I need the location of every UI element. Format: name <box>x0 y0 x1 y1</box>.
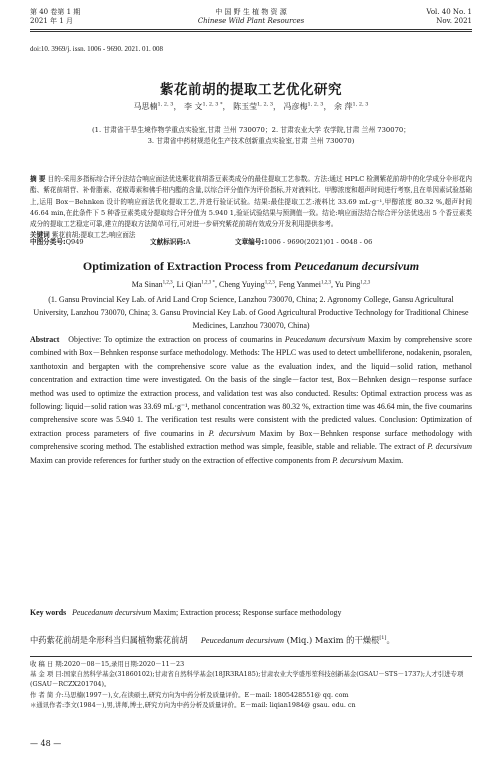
abstract-en-species: P. decursivum <box>427 442 473 452</box>
clc-number <box>30 236 84 246</box>
author-name-en: Cheng Yuying <box>219 280 265 289</box>
abstract-en <box>30 333 472 467</box>
header-rule-bottom <box>30 31 472 32</box>
author-affil-sup: 1, 2, 3 * <box>202 101 223 108</box>
author-name: 马思楠 <box>133 102 158 111</box>
keywords-cn-label: 关键词 <box>30 231 50 240</box>
author-affil-sup: 1, 2, 3 <box>257 101 273 108</box>
affiliation-line: (1. 甘肃省干旱生境作物学重点实验室,甘肃 兰州 730070；2. 甘肃农业大学 农学院,甘肃 兰州 730070； <box>91 126 411 134</box>
footnote-rule <box>30 656 472 657</box>
doc-value: A <box>185 238 191 246</box>
footnote-received: 收 稿 日 期:2020－08－15,录用日期:2020－11－23 <box>30 660 185 668</box>
author-affil-sup: 1,2,3 <box>320 280 331 286</box>
author-name: 冯彦梅 <box>283 102 308 111</box>
doi[interactable]: doi:10. 3969/j. issn. 1006 - 9690. 2021. 01. 008 <box>30 45 164 53</box>
body-text: 。 <box>386 634 395 645</box>
header-volume-issue: 第 40 卷第 1 期 <box>30 8 81 16</box>
header-rule-top <box>30 29 472 30</box>
footnote-corresponding: ＊通讯作者:李文(1984－),男,讲师,博士,研究方向为中药分析及质量评价。E－mail: liqian1984@ gsau. edu. cn <box>30 700 356 709</box>
title-en-species: Peucedanum decursivum <box>294 259 420 273</box>
author-affil-sup: 1,2,3 <box>162 280 173 286</box>
author-name: 陈玉莹 <box>233 102 258 111</box>
journal-name-en: Chinese Wild Plant Resources <box>197 17 305 25</box>
title-en-main: Optimization of Extraction Process from <box>82 259 295 273</box>
author-affil-sup: 1,2,3 <box>360 280 371 286</box>
art-label: 文章编号: <box>235 238 265 246</box>
author-name-en: Feng Yanmei <box>278 280 321 289</box>
header-volume-en <box>426 8 472 26</box>
body-citation[interactable]: [1] <box>379 635 387 641</box>
author-name-en: Li Qian <box>176 280 202 289</box>
paper-title-en <box>0 259 502 274</box>
abstract-en-species: P. decursivum <box>332 455 377 465</box>
abstract-cn-text: 目的:采用多指标综合评分法结合响应面法优选紫花前胡香豆素类成分的最佳提取工艺参数。方法:通过 HPLC 检测紫花前胡中的化学成分伞形花内酯、紫花前胡苷、补骨脂素、花椒毒素和佛手柑内酯的含量,以综合评分值作为评价指标,并对液料比、甲醇浓度和超声时间进行考察,且在单因素试验基础上,运用 Box－Behnken 设计的响应面法优化提取工艺,并进行验证试验。结果:最佳提取工艺:液料比 33.69 mL·g⁻¹,甲醇浓度 80.32 %,超声时间 46.64 min,在此条件下 5 种香豆素类成分提取综合评分值为 5.940 1,验证试验结果与预测值一致。结论:响应面法结合综合评分法优选出 5 个香豆素类成分的提取工艺稳定可靠,建立的提取方法简单可行,可对进一步研究紫花前胡有效成分开发利用提供参考。 <box>30 175 472 229</box>
affiliation-cn <box>40 125 462 147</box>
article-number <box>235 236 372 246</box>
keywords-en <box>30 608 472 617</box>
keywords-cn-text: 紫花前胡;提取工艺;响应面法 <box>51 231 136 240</box>
doc-label: 文献标识码: <box>150 238 186 246</box>
clc-value: Q949 <box>65 238 84 246</box>
abstract-en-text: Maxim. <box>376 455 404 465</box>
abstract-en-species: Peucedanum decursivum <box>284 335 365 344</box>
author-affil-sup: 1, 2, 3 <box>352 101 369 108</box>
author-name: 余 萍 <box>334 102 353 111</box>
authors-cn: 马思楠$^{1, 2, 3}$， 李 文$^{1, 2, 3 *}$， 陈玉莹$^{1, 2, 3}$， 冯彦梅$^{1, 2, 3}$， 余 萍$^{1, 2, 3}$ <box>133 101 369 111</box>
abstract-en-species: P. decursivum <box>208 428 256 438</box>
keywords-en-species: Peucedanum decursivum <box>72 608 152 617</box>
author-affil-sup: 1, 2, 3 <box>157 101 174 108</box>
paper-title-cn: 紫花前胡的提取工艺优化研究 <box>160 82 342 98</box>
abstract-en-text: Maxim by comprehensive score combined with Box－Behnken response surface methodology. Methods: The HPLC was used to detect umbelliferone, nodakenin, psoralen, xanthotoxin and bergapten with the comprehensive score value as the evaluation index, and the liquid－solid ration, methanol concentration and extraction time were investigated. On the basis of the single－factor test, Box－Behnken design－response surface method was used to optimize the extraction process, and validation test was also conducted. Results: Optimal extraction process was as following: liquid－solid ration was 33.69 mL·g⁻¹, methanol concentration was 80.32 %, extraction time was 46.64 min, the five coumarins comprehensive score was 5.940 1. The verification test results were consistent with the predicted values. Conclusion: Optimization of extraction process parameters of five coumarins in <box>30 335 472 438</box>
keywords-en-text: Maxim; Extraction process; Response surface methodology <box>151 608 342 617</box>
abstract-en-text: Maxim by Box－Behnken response surface methodology with comprehensive scoring method. The established extraction method was simple, feasible, stable and reliable. The extract of <box>30 428 472 452</box>
author-name-en: Ma Sinan <box>131 280 163 289</box>
author-name-en: Yu Ping <box>334 280 361 289</box>
journal-name-cn: 中 国 野 生 植 物 资 源 <box>215 8 287 16</box>
keywords-en-label: Key words <box>30 608 67 617</box>
footnote-funding: 基 金 项 目:国家自然科学基金(31860102);甘肃省自然科学基金(18JR3RA185);甘肃农业大学盛彤笙科技创新基金(GSAU－STS－1737);人才引进专项(GSAU－RCZX201704)。 <box>30 670 464 689</box>
art-value: 1006 - 9690(2021)01 - 0048 - 06 <box>264 238 373 246</box>
header-date-en: Nov. 2021 <box>436 17 472 25</box>
footnotes <box>30 659 472 710</box>
body-species: Peucedanum decursivum <box>200 635 285 645</box>
affiliation-line: 3. 甘肃省中药材规范化生产技术创新重点实验室,甘肃 兰州 730070) <box>147 137 355 145</box>
abstract-cn-label: 摘 要 <box>30 175 46 183</box>
page-number: — 48 — <box>30 739 62 748</box>
body-text: 中药紫花前胡是伞形科当归属植物紫花前胡 <box>30 634 188 645</box>
author-affil-sup: 1, 2, 3 <box>307 101 324 108</box>
header-date-cn: 2021 年 1 月 <box>30 17 73 25</box>
clc-label: 中图分类号: <box>30 238 66 246</box>
header-vol-no: Vol. 40 No. 1 <box>426 8 472 16</box>
author-affil-sup: 1,2,3 <box>264 280 275 286</box>
doc-code <box>150 236 190 246</box>
abstract-en-label: Abstract <box>30 335 60 344</box>
abstract-en-text: Maxim can provide references for further study on the extraction of effective components from <box>30 455 333 465</box>
abstract-en-text: Objective: To optimize the extraction on process of coumarins in <box>68 335 285 344</box>
author-affil-sup: 1,2,3 * <box>201 280 216 286</box>
author-name: 李 文 <box>184 102 203 111</box>
abstract-cn <box>30 174 472 242</box>
footnote-author-bio: 作 者 简 介:马思楠(1997－),女,在读硕士,研究方向为中药分析及质量评价。E－mail: 1805428551@ qq. com <box>30 690 349 699</box>
body-text: (Miq.) Maxim 的干燥根 <box>286 634 380 645</box>
body-intro <box>30 632 472 647</box>
affiliation-en: (1. Gansu Provincial Key Lab. of Arid Land Crop Science, Lanzhou 730070, China; 2. Agronomy College, Gansu Agricultural University, Lanzhou 730070, China; 3. Gansu Provincial Key Lab. of Good Agricultural Productive Technology for Traditional Chinese Medicines, Lanzhou 730070, China) <box>33 295 469 330</box>
authors-en: Ma Sinan$^{1,2,3}$, Li Qian$^{1,2,3 *}$, Cheng Yuying$^{1,2,3}$, Feng Yanmei$^{1,2,3}$, Yu Ping$^{1,2,3}$ <box>131 280 371 289</box>
